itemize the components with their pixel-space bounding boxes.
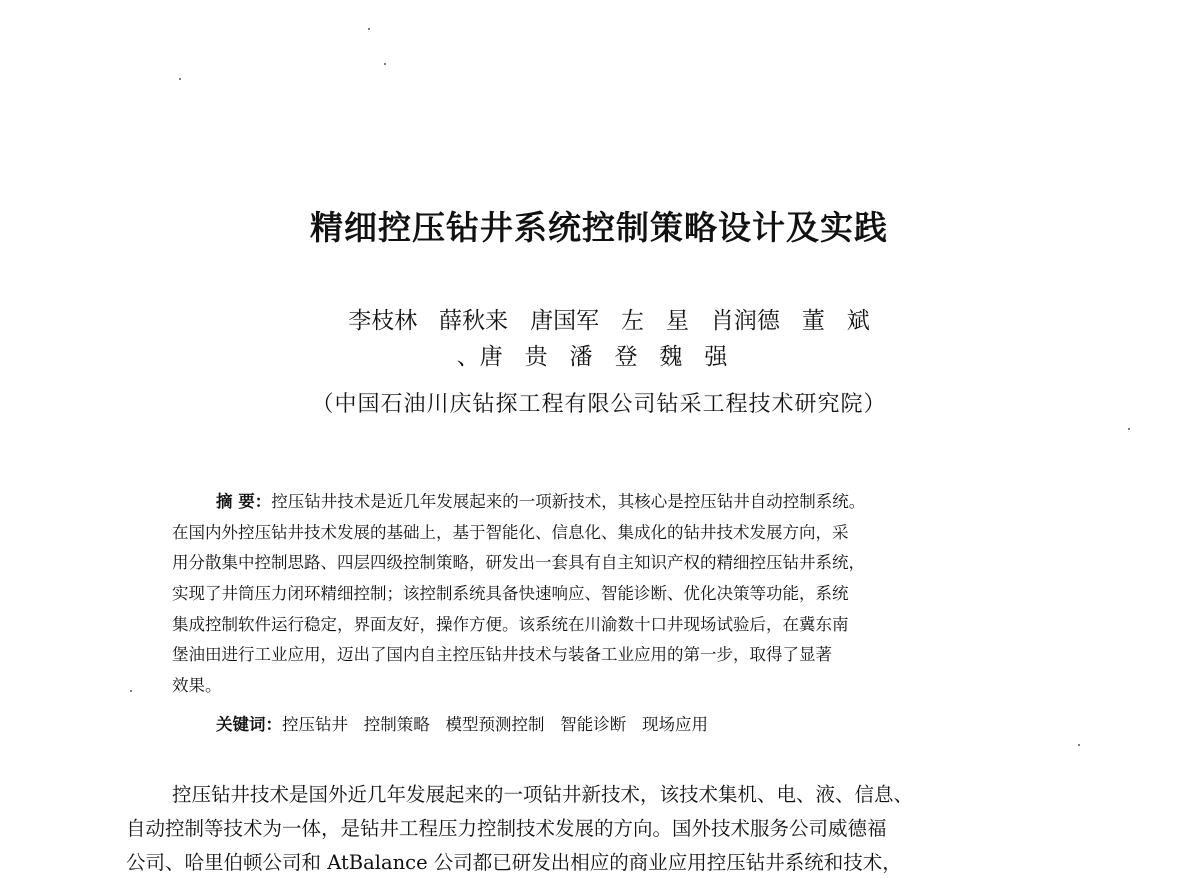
body-paragraph (126, 778, 1106, 878)
keywords-label: 关键词： (216, 715, 282, 734)
scan-speck (179, 78, 181, 80)
abstract-label: 摘 要： (216, 492, 272, 511)
author-list-line-1: 李枝林 薛秋来 唐国军 左 星 肖润德 董 斌 (348, 308, 870, 334)
scan-speck (384, 63, 386, 65)
body-line: 控压钻井技术是国外近几年发展起来的一项钻井新技术，该技术集机、电、液、信息、 (172, 783, 914, 806)
scan-speck (368, 28, 370, 30)
keywords-line (216, 711, 708, 735)
scan-speck (1078, 744, 1080, 746)
abstract-line: 堡油田进行工业应用，迈出了国内自主控压钻井技术与装备工业应用的第一步，取得了显著 (172, 645, 832, 665)
abstract-line: 在国内外控压钻井技术发展的基础上，基于智能化、信息化、集成化的钻井技术发展方向，采 (172, 522, 849, 542)
abstract-line: 实现了井筒压力闭环精细控制；该控制系统具备快速响应、智能诊断、优化决策等功能，系统 (172, 584, 849, 604)
abstract-line (172, 487, 1044, 518)
abstract-line: 效果。 (172, 676, 222, 696)
abstract-block (172, 487, 1044, 702)
author-affiliation: （中国石油川庆钻探工程有限公司钻采工程技术研究院） (311, 392, 887, 417)
abstract-line: 用分散集中控制思路、四层四级控制策略，研发出一套具有自主知识产权的精细控压钻井系统， (172, 553, 865, 573)
author-list-line-2: 、唐 贵 潘 登 魏 强 (456, 344, 728, 370)
scan-speck (1128, 428, 1130, 430)
paper-title: 精细控压钻井系统控制策略设计及实践 (310, 208, 888, 247)
scan-speck (130, 690, 132, 692)
body-line: 自动控制等技术为一体，是钻井工程压力控制技术发展的方向。国外技术服务公司威德福 (126, 817, 887, 840)
abstract-text: 控压钻井技术是近几年发展起来的一项新技术，其核心是控压钻井自动控制系统。 (271, 492, 866, 511)
body-line: 公司、哈里伯顿公司和 AtBalance 公司都已研发出相应的商业应用控压钻井系统和技术， (126, 851, 902, 874)
keywords-text: 控压钻井 控制策略 模型预测控制 智能诊断 现场应用 (282, 715, 708, 734)
abstract-line: 集成控制软件运行稳定，界面友好，操作方便。该系统在川渝数十口井现场试验后，在冀东南 (172, 614, 849, 634)
